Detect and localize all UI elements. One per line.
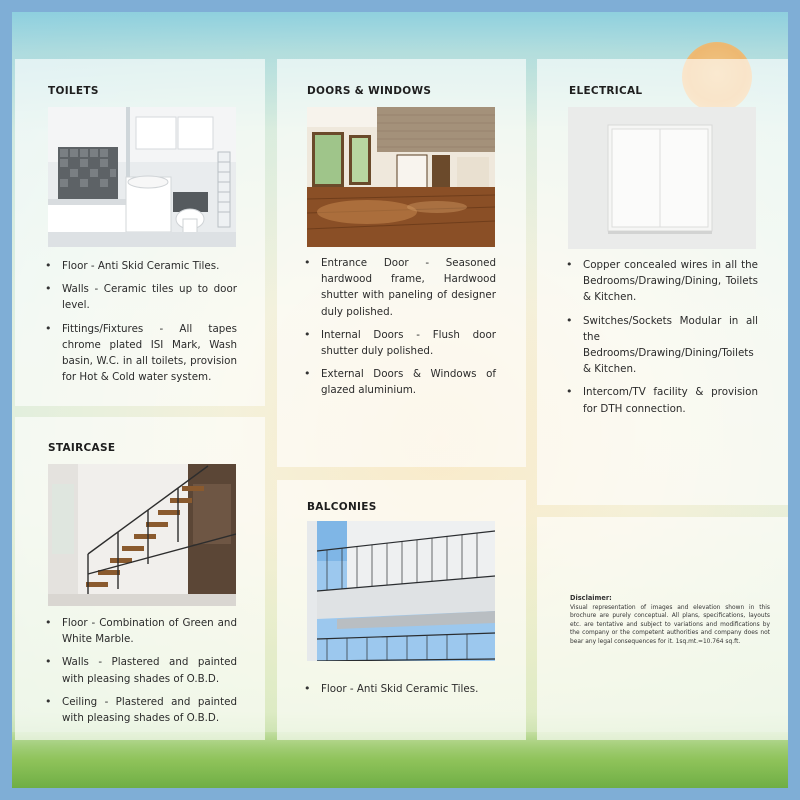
list-item: • Entrance Door - Seasoned hardwood frame, Hardwood shutter with paneling of designer duly polished. — [302, 255, 496, 320]
staircase-card — [15, 417, 265, 740]
doors-windows-heading: DOORS & WINDOWS — [307, 85, 432, 97]
list-item: • Walls - Plastered and painted with pleasing shades of O.B.D. — [43, 654, 237, 686]
doors-windows-photo — [307, 107, 495, 247]
staircase-heading: STAIRCASE — [48, 442, 116, 454]
toilets-card — [15, 59, 265, 406]
balconies-heading: BALCONIES — [307, 501, 377, 513]
list-item: • Floor - Anti Skid Ceramic Tiles. — [302, 681, 496, 697]
list-item: • Fittings/Fixtures - All tapes chrome plated ISI Mark, Wash basin, W.C. in all toilets, provision for Hot & Cold water system. — [43, 321, 237, 386]
disclaimer-text: Visual representation of images and elevation shown in this brochure are purely conceptual. All plans, specifications, layouts etc. are tentative and subject to variations and modifications by the company or the competent authorities and company does not bear any legal consequences for it. 1sq.mt.=10.764 sq.ft. — [570, 605, 770, 645]
list-item: • Copper concealed wires in all the Bedrooms/Drawing/Dining, Toilets & Kitchen. — [564, 257, 758, 306]
list-item: • External Doors & Windows of glazed aluminium. — [302, 366, 496, 398]
list-item: • Internal Doors - Flush door shutter duly polished. — [302, 327, 496, 359]
staircase-photo — [48, 464, 236, 606]
electrical-photo — [568, 107, 756, 249]
electrical-heading: ELECTRICAL — [569, 85, 643, 97]
electrical-specs-list — [564, 257, 758, 424]
list-item: • Walls - Ceramic tiles up to door level. — [43, 281, 237, 313]
toilets-photo — [48, 107, 236, 247]
list-item: • Floor - Combination of Green and White Marble. — [43, 615, 237, 647]
disclaimer-title: Disclaimer: — [570, 594, 612, 602]
list-item: • Floor - Anti Skid Ceramic Tiles. — [43, 258, 237, 274]
staircase-specs-list — [43, 615, 237, 733]
doors-windows-card — [277, 59, 526, 467]
list-item: • Intercom/TV facility & provision for DTH connection. — [564, 384, 758, 416]
balconies-specs-list — [302, 681, 496, 704]
disclaimer — [570, 594, 770, 646]
toilets-specs-list — [43, 258, 237, 392]
brochure-page — [12, 12, 788, 788]
grass-decoration — [12, 732, 788, 788]
doors-windows-specs-list — [302, 255, 496, 406]
list-item: • Switches/Sockets Modular in all the Bedrooms/Drawing/Dining/Toilets & Kitchen. — [564, 313, 758, 378]
toilets-heading: TOILETS — [48, 85, 99, 97]
electrical-card — [537, 59, 788, 505]
list-item: • Ceiling - Plastered and painted with pleasing shades of O.B.D. — [43, 694, 237, 726]
balconies-photo — [307, 521, 495, 661]
balconies-card — [277, 480, 526, 740]
